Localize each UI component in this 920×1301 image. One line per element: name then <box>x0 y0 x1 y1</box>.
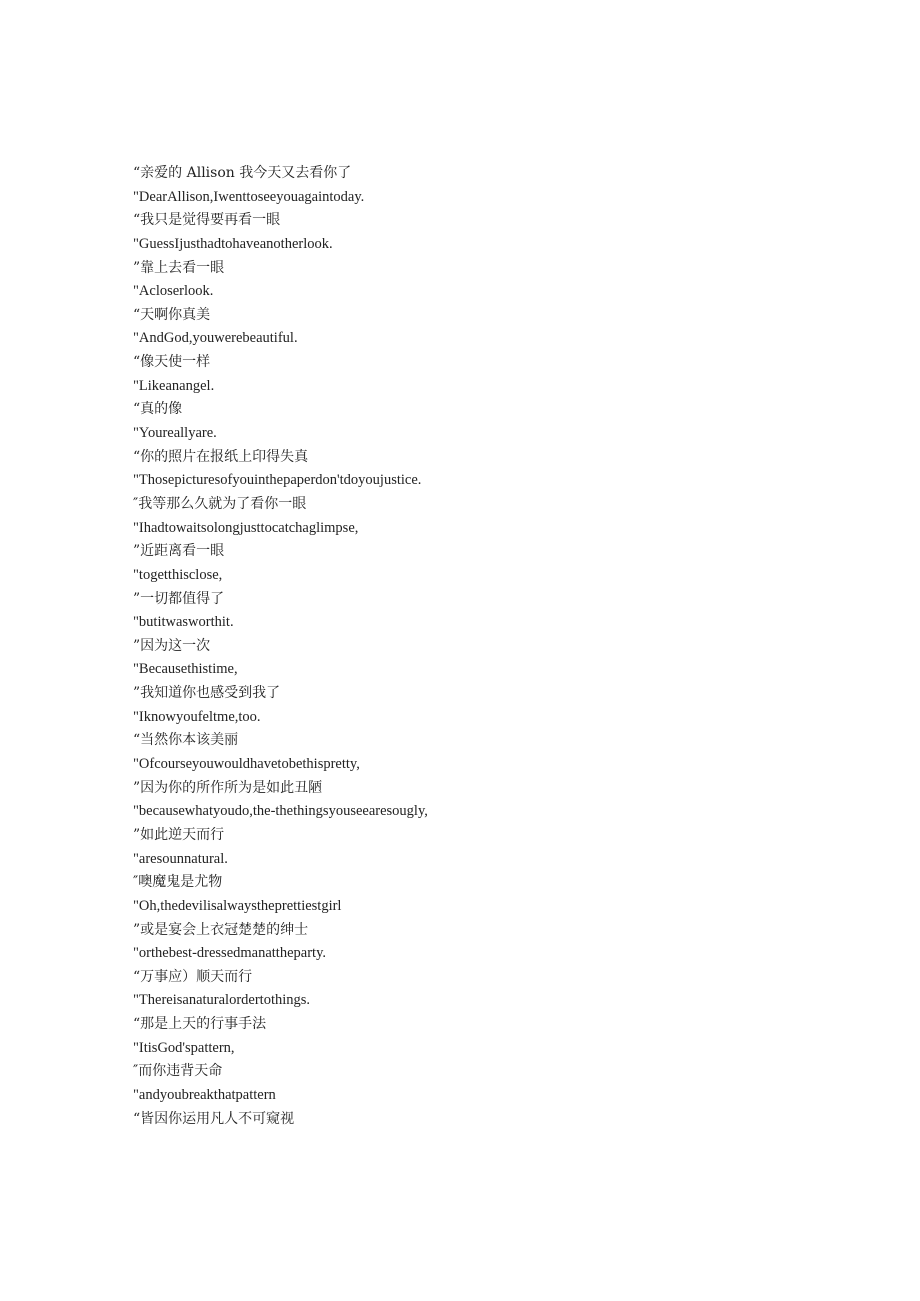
chinese-subtitle-line: “那是上天的行事手法 <box>133 1016 267 1033</box>
english-subtitle-line: "butitwasworthit. <box>133 614 234 631</box>
english-subtitle-line: "orthebest-dressedmanattheparty. <box>133 945 327 962</box>
chinese-subtitle-line: “亲爱的 Allison 我今天又去看你了 <box>133 165 352 181</box>
chinese-subtitle-line: ”一切都值得了 <box>133 590 225 607</box>
english-subtitle-line: "Thereisanaturalordertothings. <box>133 992 311 1009</box>
chinese-subtitle-line: “当然你本该美丽 <box>133 732 239 749</box>
english-subtitle-line: "AndGod,youwerebeautiful. <box>133 330 298 347</box>
chinese-subtitle-line: “真的像 <box>133 401 183 418</box>
english-subtitle-line: "ItisGod'spattern, <box>133 1039 235 1056</box>
english-subtitle-line: "Thosepicturesofyouinthepaperdon'tdoyoujustice. <box>133 472 422 489</box>
chinese-subtitle-line: ″噢魔鬼是尤物 <box>133 874 223 891</box>
chinese-subtitle-line: ”或是宴会上衣冠楚楚的绅士 <box>133 921 309 938</box>
english-subtitle-line: "GuessIjusthadtohaveanotherlook. <box>133 235 333 252</box>
english-subtitle-line: "Youreallyare. <box>133 425 217 442</box>
chinese-subtitle-line: ”因为这一次 <box>133 637 211 654</box>
chinese-subtitle-line: ”靠上去看一眼 <box>133 259 225 276</box>
english-subtitle-line: "togetthisclose, <box>133 566 223 583</box>
english-subtitle-line: "becausewhatyoudo,the-thethingsyouseearesougly, <box>133 803 428 820</box>
chinese-subtitle-line: ″而你违背天命 <box>133 1063 223 1080</box>
chinese-subtitle-line: “我只是觉得要再看一眼 <box>133 212 281 229</box>
dialogue-transcript <box>133 162 833 1131</box>
english-subtitle-line: "DearAllison,Iwenttoseeyouagaintoday. <box>133 188 365 205</box>
chinese-subtitle-line: ”我知道你也感受到我了 <box>133 685 281 702</box>
chinese-subtitle-line: “天啊你真美 <box>133 306 211 323</box>
english-subtitle-line: "aresounnatural. <box>133 850 228 867</box>
chinese-subtitle-line: ”因为你的所作所为是如此丑陋 <box>133 779 323 796</box>
english-subtitle-line: "Acloserlook. <box>133 283 214 300</box>
chinese-subtitle-line: ”如此逆天而行 <box>133 826 225 843</box>
english-subtitle-line: "Becausethistime, <box>133 661 238 678</box>
chinese-subtitle-line: “你的照片在报纸上印得失真 <box>133 448 309 465</box>
chinese-subtitle-line: ”近距离看一眼 <box>133 543 225 560</box>
chinese-subtitle-line: “万事应）顺天而行 <box>133 968 253 985</box>
english-subtitle-line: "Likeanangel. <box>133 377 215 394</box>
chinese-subtitle-line: “像天使一样 <box>133 354 211 371</box>
english-subtitle-line: "Ofcourseyouwouldhavetobethispretty, <box>133 756 360 773</box>
chinese-subtitle-line: “皆因你运用凡人不可窥视 <box>133 1110 295 1127</box>
english-subtitle-line: "andyoubreakthatpattern <box>133 1086 276 1103</box>
english-subtitle-line: "Iknowyoufeltme,too. <box>133 708 261 725</box>
english-subtitle-line: "Oh,thedevilisalwaystheprettiestgirl <box>133 897 342 914</box>
chinese-subtitle-line: ″我等那么久就为了看你一眼 <box>133 495 307 512</box>
english-subtitle-line: "Ihadtowaitsolongjusttocatchaglimpse, <box>133 519 359 536</box>
